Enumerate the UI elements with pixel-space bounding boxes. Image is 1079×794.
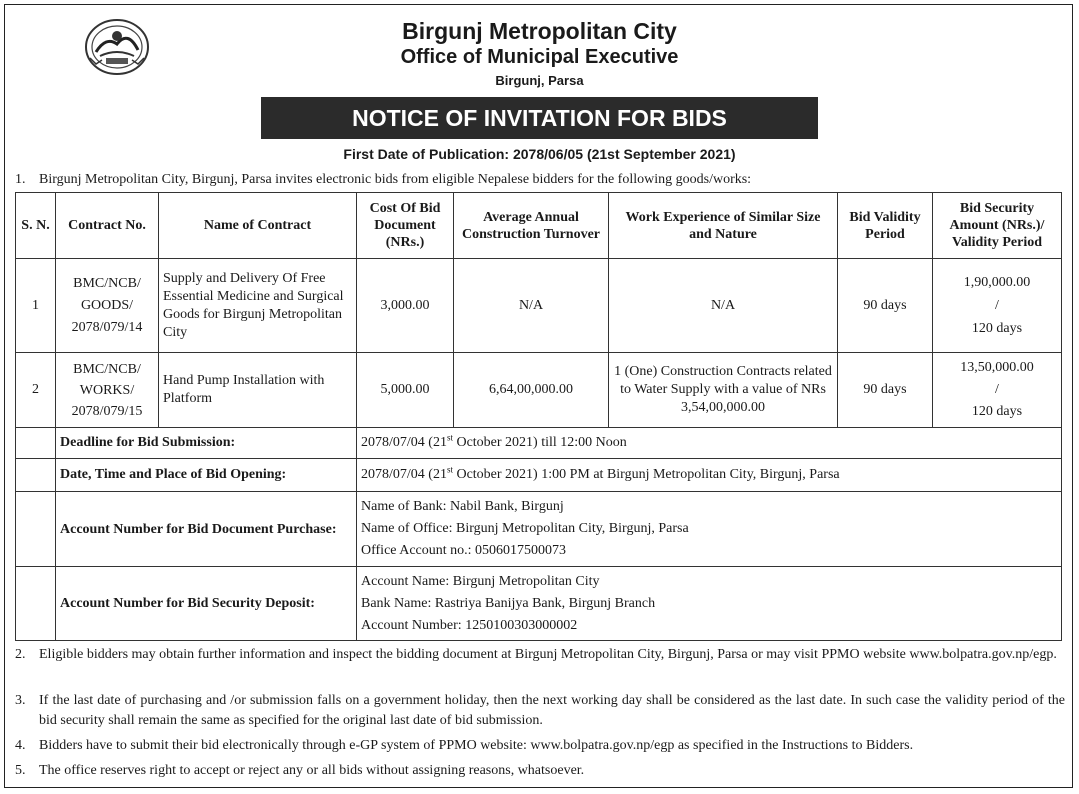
note-item (15, 645, 1065, 665)
empty-cell (16, 459, 56, 492)
security-period: 120 days (971, 321, 1023, 336)
header-sn: S. N. (16, 193, 56, 259)
security-account-value (357, 567, 1062, 641)
empty-cell (16, 492, 56, 567)
office-account: Office Account no.: 0506017500073 (361, 543, 567, 558)
note-text: Bidders have to submit their bid electronically through e-GP system of PPMO website: www.bolpatra.gov.np/egp as specified in the Instructions to Bidders. (39, 738, 914, 753)
table-row (16, 259, 1062, 353)
notice-banner: NOTICE OF INVITATION FOR BIDS (261, 97, 818, 139)
header-experience: Work Experience of Similar Size and Nature (609, 193, 838, 259)
cell-cost: 3,000.00 (357, 259, 454, 353)
cell-experience: N/A (609, 259, 838, 353)
cell-sn: 2 (16, 353, 56, 428)
opening-label: Date, Time and Place of Bid Opening: (56, 459, 357, 492)
security-account-label: Account Number for Bid Security Deposit: (56, 567, 357, 641)
note-item (15, 761, 1065, 781)
cell-name: Supply and Delivery Of Free Essential Medicine and Surgical Goods for Birgunj Metropolitan City (159, 259, 357, 353)
note-number: 4. (15, 738, 26, 753)
doc-account-row (16, 492, 1062, 567)
note-text: If the last date of purchasing and /or submission falls on a government holiday, then the next working day shall be considered as the last date. In such case the validity period of the bid security shall remain the same as specified for the original last date of bid submission. (39, 693, 1065, 728)
cell-turnover: 6,64,00,000.00 (454, 353, 609, 428)
note-text: The office reserves right to accept or reject any or all bids without assigning reasons, whatsoever. (39, 763, 585, 778)
office-location: Birgunj, Parsa (495, 73, 584, 88)
deadline-value (357, 428, 1062, 459)
header-cost: Cost Of Bid Document (NRs.) (357, 193, 454, 259)
opening-row (16, 459, 1062, 492)
note-item (15, 691, 1065, 731)
contract-no-line: BMC/NCB/ (73, 361, 141, 377)
opening-value (357, 459, 1062, 492)
deadline-date: 2078/07/04 (21 (361, 435, 447, 450)
header-security: Bid Security Amount (NRs.)/ Validity Period (933, 193, 1062, 259)
cell-security (933, 259, 1062, 353)
account-name: Account Name: Birgunj Metropolitan City (361, 573, 600, 589)
security-amount: 13,50,000.00 (960, 360, 1034, 375)
cell-cost: 5,000.00 (357, 353, 454, 428)
cell-contract-no (56, 353, 159, 428)
contract-no-line: 2078/079/14 (71, 319, 143, 335)
account-number: Account Number: 1250100303000002 (361, 617, 578, 633)
bank-name: Bank Name: Rastriya Banijya Bank, Birgunj Branch (361, 595, 656, 611)
page-title: Birgunj Metropolitan City (402, 18, 677, 44)
header-turnover: Average Annual Construction Turnover (454, 193, 609, 259)
deadline-sup: st (446, 432, 453, 443)
intro-number: 1. (15, 172, 26, 187)
cell-turnover: N/A (454, 259, 609, 353)
publication-date: First Date of Publication: 2078/06/05 (21st September 2021) (343, 146, 736, 162)
note-text: Eligible bidders may obtain further information and inspect the bidding document at Birgunj Metropolitan City, Birgunj, Parsa or may visit PPMO website www.bolpatra.gov.np/egp. (39, 647, 1057, 662)
header-name: Name of Contract (159, 193, 357, 259)
security-account-row (16, 567, 1062, 641)
intro-paragraph (15, 170, 1065, 190)
contract-no-line: WORKS/ (79, 382, 135, 398)
security-amount: 1,90,000.00 (963, 275, 1031, 290)
bank-name: Name of Bank: Nabil Bank, Birgunj (361, 499, 564, 514)
doc-account-label: Account Number for Bid Document Purchase: (56, 492, 357, 567)
cell-contract-no (56, 259, 159, 353)
opening-date: 2078/07/04 (21 (361, 467, 447, 482)
table-row (16, 353, 1062, 428)
deadline-row (16, 428, 1062, 459)
cell-validity: 90 days (838, 259, 933, 353)
header-contract-no: Contract No. (56, 193, 159, 259)
opening-rest: October 2021) 1:00 PM at Birgunj Metropolitan City, Birgunj, Parsa (452, 467, 840, 482)
bids-table (15, 192, 1062, 641)
cell-sn: 1 (16, 259, 56, 353)
office-subtitle: Office of Municipal Executive (400, 46, 679, 68)
empty-cell (16, 428, 56, 459)
deadline-rest: October 2021) till 12:00 Noon (452, 435, 627, 450)
cell-validity: 90 days (838, 353, 933, 428)
note-number: 3. (15, 693, 26, 708)
opening-sup: st (446, 464, 453, 475)
security-separator: / (995, 382, 999, 397)
doc-account-value (357, 492, 1062, 567)
contract-no-line: 2078/079/15 (71, 403, 143, 419)
note-number: 5. (15, 763, 26, 778)
contract-no-line: BMC/NCB/ (73, 275, 141, 291)
contract-no-line: GOODS/ (80, 297, 134, 313)
empty-cell (16, 567, 56, 641)
note-item (15, 736, 1065, 756)
security-period: 120 days (971, 404, 1023, 419)
table-header-row (16, 193, 1062, 259)
note-number: 2. (15, 647, 26, 662)
cell-security (933, 353, 1062, 428)
cell-experience: 1 (One) Construction Contracts related to Water Supply with a value of NRs 3,54,00,000.00 (609, 353, 838, 428)
security-separator: / (995, 298, 999, 313)
intro-text: Birgunj Metropolitan City, Birgunj, Parsa invites electronic bids from eligible Nepalese bidders for the following goods/works: (39, 172, 752, 187)
deadline-label: Deadline for Bid Submission: (56, 428, 357, 459)
header-validity: Bid Validity Period (838, 193, 933, 259)
cell-name: Hand Pump Installation with Platform (159, 353, 357, 428)
office-name: Name of Office: Birgunj Metropolitan City, Birgunj, Parsa (361, 521, 689, 536)
